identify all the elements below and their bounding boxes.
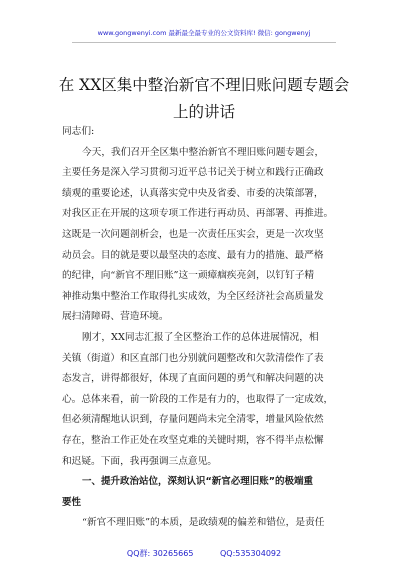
- body-line: 同志们:: [62, 126, 95, 137]
- body-line: 展扫清障碍、营造环境。: [62, 311, 169, 323]
- body-line: 神推动集中整治工作取得扎实成效，为全区经济社会高质量发: [62, 290, 324, 302]
- body-line: 这既是一次问题剖析会，也是一次责任压实会，更是一次攻坚: [62, 228, 324, 240]
- speech-body: [62, 122, 354, 534]
- body-line: 的纪律，向“新官不理旧账”这一顽瘴痼疾亮剑，以钉钉子精: [62, 270, 315, 282]
- body-line: 心。总体来看，前一阶段的工作是有力的，也取得了一定成效，: [62, 393, 334, 405]
- qq-group-number: QQ群: 30265665: [126, 549, 194, 558]
- page-footer: [0, 548, 408, 559]
- body-line: 和迟疑。下面，我再强调三点意见。: [62, 455, 217, 467]
- header-divider: [72, 42, 336, 43]
- body-line: 主要任务是深入学习贯彻习近平总书记关于树立和践行正确政: [62, 167, 324, 179]
- body-line: 态发言，讲得都很好，体现了直面问题的勇气和解决问题的决: [62, 373, 324, 385]
- body-line: 绩观的重要论述，认真落实党中央及省委、市委的决策部署，: [62, 187, 324, 199]
- title-line-1: 在 XX区集中整治新官不理旧账问题专题会: [58, 76, 350, 94]
- body-line: “新官不理旧账”的本质，是政绩观的偏差和错位，是责任: [82, 517, 325, 529]
- body-line: 动员会。目的就是要以最坚决的态度、最有力的措施、最严格: [62, 249, 324, 261]
- body-line: 关镇（街道）和区直部门也分别就问题整改和欠款清偿作了表: [62, 352, 324, 364]
- document-title: [50, 72, 358, 126]
- qq-number: QQ:535304092: [220, 549, 282, 558]
- title-line-2: 上的讲话: [172, 103, 235, 121]
- body-line: 刚才，XX同志汇报了全区整治工作的总体进展情况，相: [82, 331, 319, 343]
- page-header: www.gongwenyi.com 最新最全最专业的公文资料库! 微信: gongwenyj: [97, 29, 311, 37]
- body-line: 对我区正在开展的这项专项工作进行再动员、再部署、再推进。: [62, 208, 334, 220]
- section-heading-line: 一、提升政治站位，深刻认识“新官必理旧账”的极端重: [82, 476, 313, 488]
- section-heading-line: 要性: [62, 496, 82, 508]
- body-line: 今天，我们召开全区集中整治新官不理旧账问题专题会，: [82, 146, 325, 158]
- body-line: 但必须清醒地认识到，存量问题尚未完全清零，增量风险依然: [62, 414, 324, 426]
- body-line: 存在，整治工作正处在攻坚克难的关键时期，容不得半点松懈: [62, 434, 324, 446]
